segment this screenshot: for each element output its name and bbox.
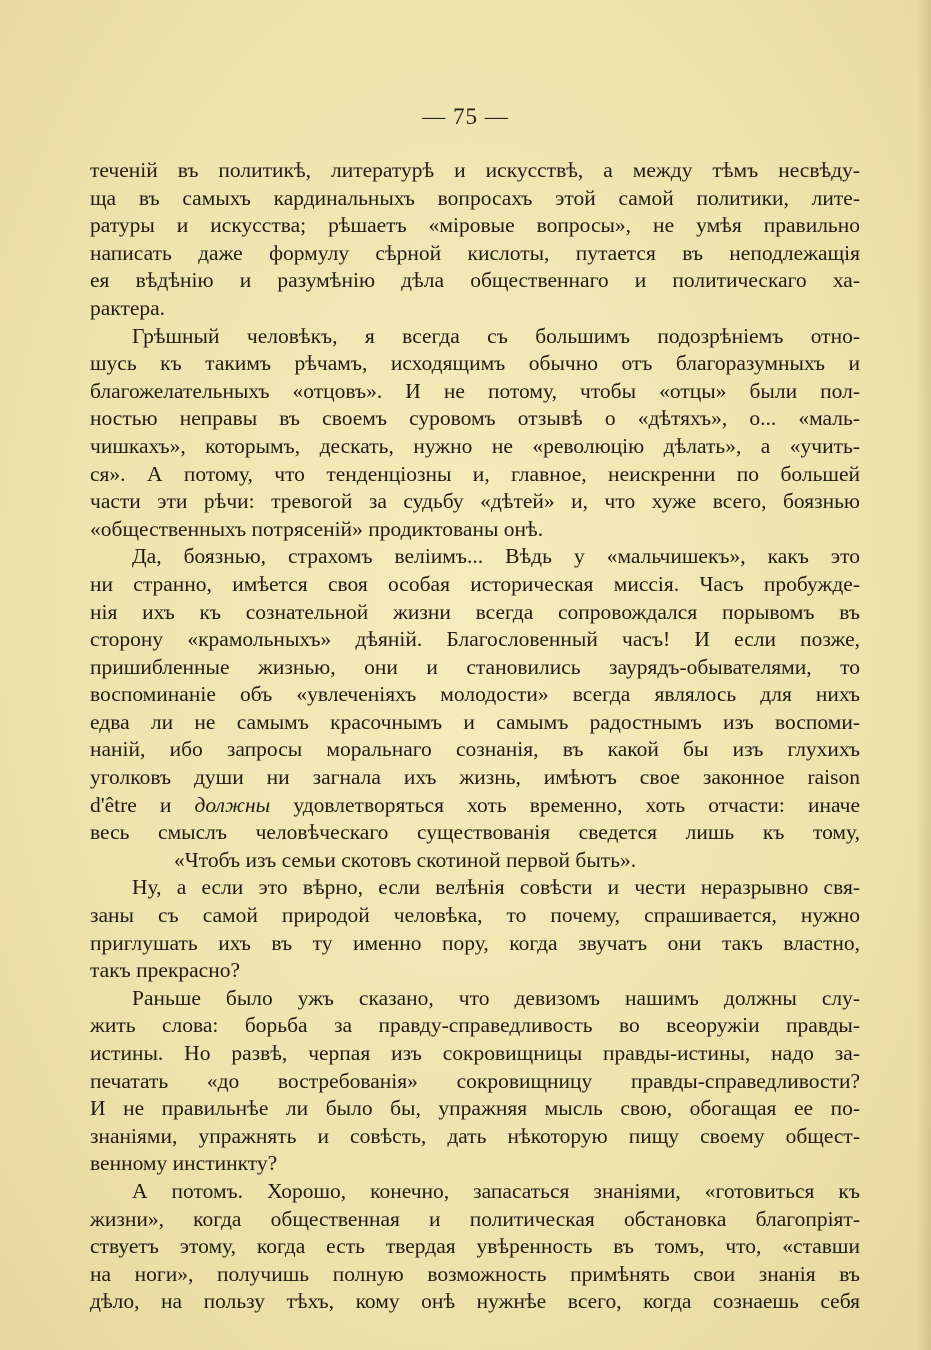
text-line: на ноги», получишь полную возможность примѣнять свои знанія въ	[90, 1261, 860, 1286]
text-line: ностью неправы въ своемъ суровомъ отзывѣ о «дѣтяхъ», о... «маль-	[90, 406, 860, 431]
text-line: чишкахъ», которымъ, дескать, нужно не «революцію дѣлать», а «учить-	[90, 433, 860, 458]
text-line: знаніями, упражнять и совѣсть, дать нѣкоторую пищу своему общест-	[90, 1123, 860, 1148]
body-text	[90, 157, 860, 1316]
text-line: ратуры и искусства; рѣшаетъ «міровые вопросы», не умѣя правильно	[90, 213, 860, 238]
text-line: истины. Но развѣ, черпая изъ сокровищницы правды-истины, надо за-	[90, 1041, 860, 1065]
text-line: сторону «крамольныхъ» дѣяній. Благословенный часъ! И если позже,	[90, 627, 860, 652]
text-line: дѣло, на пользу тѣхъ, кому онѣ нужнѣе всего, когда сознаешь себя	[90, 1289, 860, 1314]
text-line: благожелательныхъ «отцовъ». И не потому, чтобы «отцы» были пол-	[90, 378, 860, 403]
text-line: части эти рѣчи: тревогой за судьбу «дѣтей» и, что хуже всего, боязнью	[90, 489, 860, 514]
text-line: венному инстинкту?	[90, 1151, 278, 1176]
text-line: ща въ самыхъ кардинальныхъ вопросахъ этой самой политики, лите-	[90, 185, 860, 210]
text-line: весь смыслъ человѣческаго существованія сведется лишь къ тому,	[90, 820, 860, 845]
text-line: Раньше было ужъ сказано, что девизомъ нашимъ должны слу-	[132, 985, 860, 1010]
text-line: жизни», когда общественная и политическая обстановка благопріят-	[90, 1206, 860, 1231]
text-line: ствуетъ этому, когда есть твердая увѣренность въ томъ, что, «ставши	[90, 1234, 860, 1259]
text-line: приглушать ихъ въ ту именно пору, когда звучатъ они такъ властно,	[90, 930, 860, 955]
emphasized-word: должны	[194, 792, 271, 817]
text-line: нія ихъ къ сознательной жизни всегда сопровождался порывомъ въ	[90, 599, 860, 624]
text-line: А потомъ. Хорошо, конечно, запасаться знаніями, «готовиться къ	[132, 1178, 860, 1203]
text-line: уголковъ души ни загнала ихъ жизнь, имѣютъ свое законное raison	[90, 765, 860, 790]
text-line: шусь къ такимъ рѣчамъ, исходящимъ обычно отъ благоразумныхъ и	[90, 351, 860, 376]
text-line: ся». А потому, что тенденціозны и, главное, неискренни по большей	[90, 461, 860, 486]
text-line: Ну, а если это вѣрно, если велѣнія совѣсти и чести неразрывно свя-	[132, 875, 860, 900]
page-number: — 75 —	[422, 104, 509, 129]
text-line: Грѣшный человѣкъ, я всегда съ большимъ подозрѣніемъ отно-	[132, 323, 860, 348]
text-line: едва ли не самымъ красочнымъ и самымъ радостнымъ изъ воспоми-	[90, 709, 860, 734]
text-segment: d'être и	[90, 792, 195, 817]
text-line: написать даже формулу сѣрной кислоты, путается въ неподлежащія	[90, 240, 860, 265]
text-line: жить слова: борьба за правду-справедливость во всеоружіи правды-	[90, 1013, 860, 1038]
text-line: И не правильнѣе ли было бы, упражняя мысль свою, обогащая ее по-	[90, 1096, 860, 1121]
text-line: «Чтобъ изъ семьи скотовъ скотиной первой быть».	[174, 847, 637, 872]
text-line: печатать «до востребованія» сокровищницу правды-справедливости?	[90, 1068, 860, 1093]
text-line: рактера.	[90, 295, 166, 320]
text-line: ея вѣдѣнію и разумѣнію дѣла общественнаго и политическаго ха-	[90, 268, 860, 293]
text-line: Да, боязнью, страхомъ веліимъ... Вѣдь у «мальчишекъ», какъ это	[132, 544, 860, 569]
text-line: «общественныхъ потрясеній» продиктованы онѣ.	[90, 516, 544, 541]
text-line: теченій въ политикѣ, литературѣ и искусствѣ, а между тѣмъ несвѣду-	[90, 158, 860, 182]
text-line: наній, ибо запросы моральнаго сознанія, въ какой бы изъ глухихъ	[90, 737, 860, 762]
page-edge-shadow	[917, 0, 931, 1350]
text-line	[90, 792, 860, 820]
text-line: пришибленные жизнью, они и становились заурядъ-обывателями, то	[90, 654, 860, 679]
text-line: заны съ самой природой человѣка, то почему, спрашивается, нужно	[90, 903, 860, 928]
text-line: воспоминаніе объ «увлеченіяхъ молодости» всегда являлось для нихъ	[90, 682, 860, 707]
text-line: такъ прекрасно?	[90, 958, 241, 983]
text-segment: удовлетворяться хоть временно, хоть отчасти: иначе	[270, 792, 860, 817]
text-line: ни странно, имѣется своя особая историческая миссія. Часъ пробужде-	[90, 571, 860, 596]
